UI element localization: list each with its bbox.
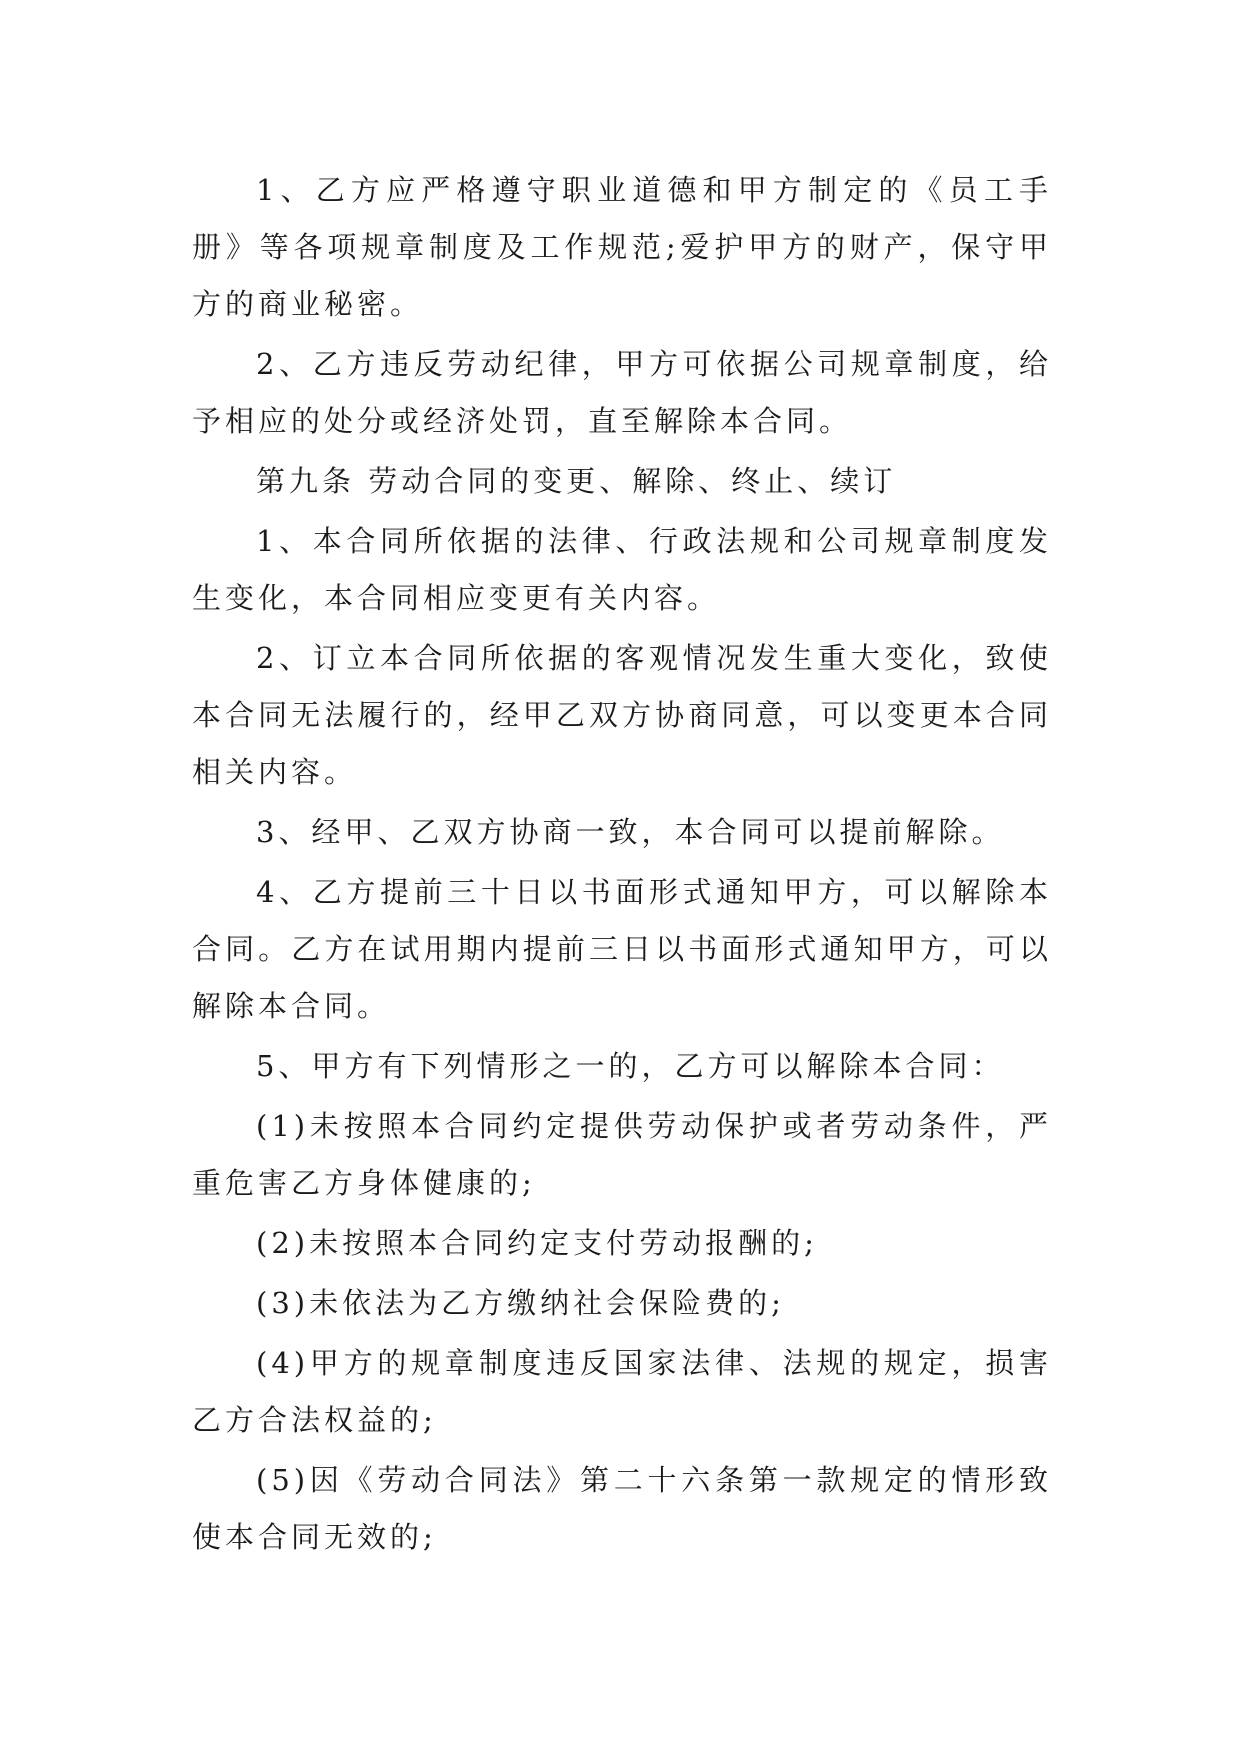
list-item-5: (5)因《劳动合同法》第二十六条第一款规定的情形致使本合同无效的; bbox=[192, 1463, 1052, 1554]
paragraph-6: 4、乙方提前三十日以书面形式通知甲方，可以解除本合同。乙方在试用期内提前三日以书面形式通知甲方，可以解除本合同。 bbox=[192, 875, 1052, 1023]
paragraph-5: 3、经甲、乙双方协商一致，本合同可以提前解除。 bbox=[256, 815, 1005, 849]
paragraph-2: 2、乙方违反劳动纪律，甲方可依据公司规章制度，给予相应的处分或经济处罚，直至解除本合同。 bbox=[192, 347, 1052, 438]
document-body bbox=[192, 162, 1052, 1569]
paragraph-4: 2、订立本合同所依据的客观情况发生重大变化，致使本合同无法履行的，经甲乙双方协商同意，可以变更本合同相关内容。 bbox=[192, 641, 1052, 789]
list-item-4: (4)甲方的规章制度违反国家法律、法规的规定，损害乙方合法权益的; bbox=[192, 1346, 1052, 1437]
list-item-1: (1)未按照本合同约定提供劳动保护或者劳动条件，严重危害乙方身体健康的; bbox=[192, 1109, 1052, 1200]
list-item-2: (2)未按照本合同约定支付劳动报酬的; bbox=[256, 1226, 818, 1260]
article-heading: 第九条 劳动合同的变更、解除、终止、续订 bbox=[256, 464, 897, 498]
paragraph-7: 5、甲方有下列情形之一的，乙方可以解除本合同： bbox=[256, 1049, 1005, 1083]
paragraph-1: 1、乙方应严格遵守职业道德和甲方制定的《员工手册》等各项规章制度及工作规范;爱护甲方的财产，保守甲方的商业秘密。 bbox=[192, 173, 1052, 321]
paragraph-3: 1、本合同所依据的法律、行政法规和公司规章制度发生变化，本合同相应变更有关内容。 bbox=[192, 524, 1052, 615]
list-item-3: (3)未依法为乙方缴纳社会保险费的; bbox=[256, 1286, 785, 1320]
